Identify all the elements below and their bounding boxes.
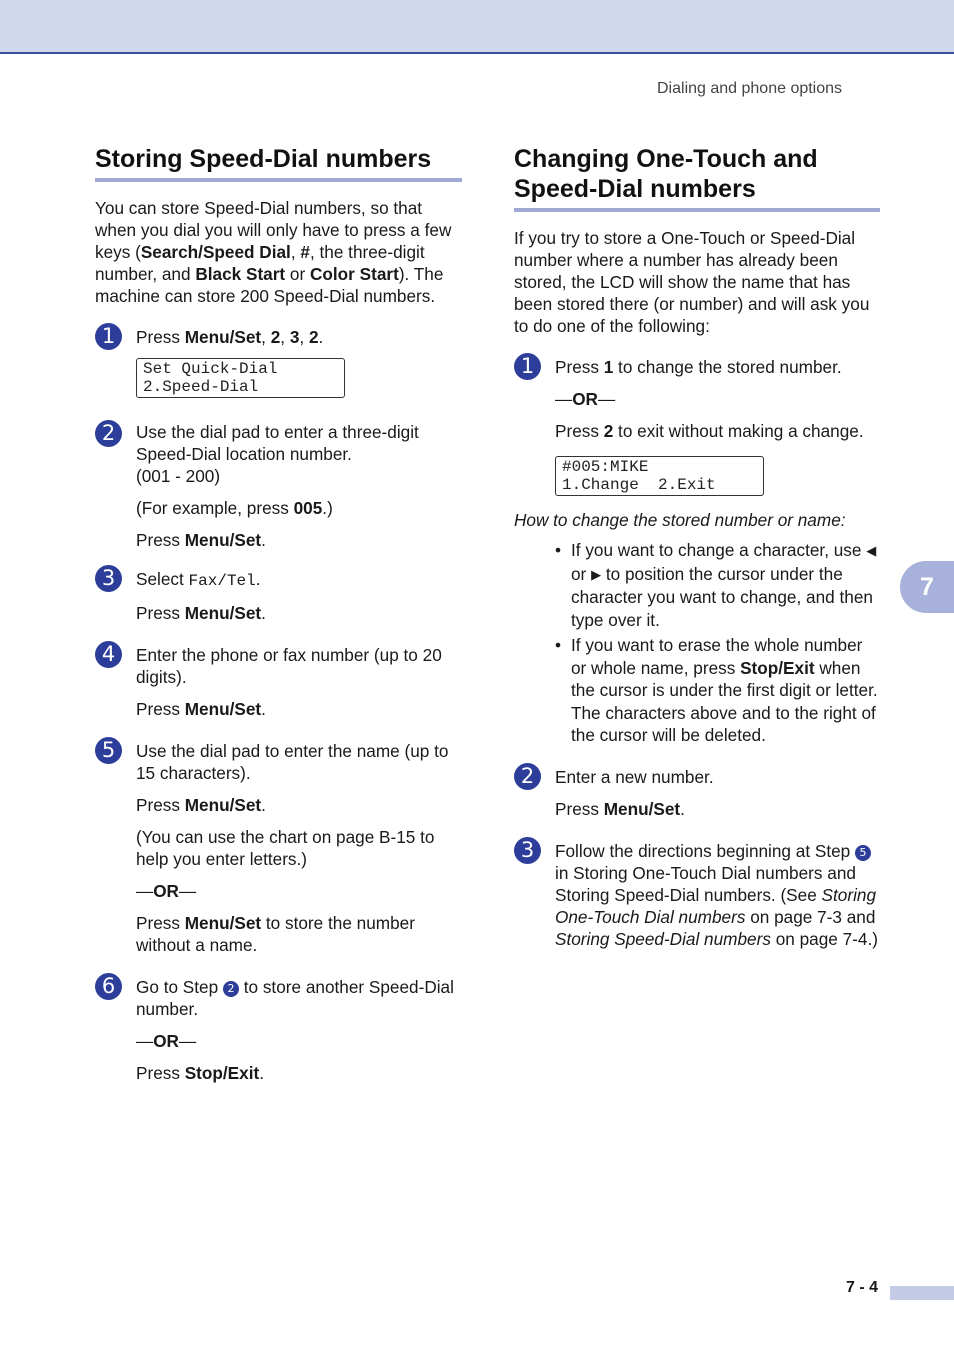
step-press: Press Stop/Exit. bbox=[136, 1063, 264, 1083]
step-press: Press Menu/Set. bbox=[136, 603, 266, 623]
step-text: Follow the directions beginning at Step 5 in Storing One-Touch Dial numbers and Storing Speed-Dial numbers. (See Storing One-Touch Dial numbers on page 7-3 and Storing Speed-Dial numbers on page 7-4.) bbox=[555, 840, 878, 949]
step-text: Enter a new number. bbox=[555, 766, 714, 787]
section-title-storing: Storing Speed-Dial numbers bbox=[95, 144, 462, 182]
step-example: (For example, press 005.) bbox=[136, 498, 333, 518]
step-reference-badge: 5 bbox=[855, 845, 871, 861]
step-alternative: Press 2 to exit without making a change. bbox=[555, 421, 864, 441]
running-title: Dialing and phone options bbox=[657, 80, 843, 97]
step-6 bbox=[95, 973, 462, 1084]
step-press: Press Menu/Set. bbox=[136, 530, 266, 550]
step-1 bbox=[95, 323, 462, 398]
chapter-tab: 7 bbox=[900, 561, 954, 613]
list-item: • If you want to erase the whole number or whole name, press Stop/Exit when the cursor is under the first digit or letter. The characters above and to the right of the cursor will be deleted. bbox=[555, 635, 878, 745]
step-range: (001 - 200) bbox=[136, 466, 221, 486]
intro-paragraph: You can store Speed-Dial numbers, so that when you dial you will only have to press a few keys (Search/Speed Dial, #, the three-digit number, and Black Start or Color Start). The machine can store 200 Speed-Dial numbers. bbox=[95, 198, 452, 306]
step-number-badge: 1 bbox=[95, 323, 122, 350]
list-item: • If you want to change a character, use ◀ or ▶ to position the cursor under the character you want to change, and then type over it. bbox=[555, 540, 877, 630]
lcd-display: Set Quick-Dial 2.Speed-Dial bbox=[136, 358, 345, 398]
step-text: Press Menu/Set, 2, 3, 2. bbox=[136, 327, 324, 347]
step-reference-badge: 2 bbox=[223, 981, 239, 997]
or-separator: —OR— bbox=[555, 389, 616, 409]
step-1 bbox=[514, 353, 880, 496]
right-column bbox=[514, 144, 880, 950]
step-3 bbox=[514, 837, 880, 950]
step-press: Press Menu/Set. bbox=[136, 699, 266, 719]
or-separator: —OR— bbox=[136, 881, 197, 901]
intro-paragraph: If you try to store a One-Touch or Speed-Dial number where a number has already been stored, the LCD will show the name that has been stored there (or number) and will ask you to do one of the following: bbox=[514, 228, 870, 336]
step-5 bbox=[95, 737, 462, 956]
step-number-badge: 3 bbox=[95, 565, 122, 592]
step-number-badge: 3 bbox=[514, 837, 541, 864]
step-number-badge: 5 bbox=[95, 737, 122, 764]
right-arrow-icon: ▶ bbox=[591, 566, 602, 582]
step-number-badge: 2 bbox=[95, 420, 122, 447]
left-column bbox=[95, 144, 462, 1084]
step-alternative: Press Menu/Set to store the number without a name. bbox=[136, 913, 415, 955]
step-2 bbox=[95, 420, 462, 551]
step-text: Enter the phone or fax number (up to 20 digits). bbox=[136, 645, 442, 687]
step-text: Use the dial pad to enter the name (up to 15 characters). bbox=[136, 741, 449, 783]
page-number: 7 - 4 bbox=[846, 1279, 879, 1296]
or-separator: —OR— bbox=[136, 1031, 197, 1051]
footer-bar bbox=[890, 1286, 954, 1300]
step-note: (You can use the chart on page B-15 to help you enter letters.) bbox=[136, 827, 435, 869]
step-number-badge: 6 bbox=[95, 973, 122, 1000]
left-arrow-icon: ◀ bbox=[866, 543, 877, 558]
step-text: Go to Step 2 to store another Speed-Dial number. bbox=[136, 977, 454, 1019]
lcd-display: #005:MIKE 1.Change 2.Exit bbox=[555, 456, 764, 496]
section-title-changing: Changing One-Touch and Speed-Dial numbers bbox=[514, 144, 880, 212]
howto-list bbox=[514, 539, 880, 747]
step-4 bbox=[95, 641, 462, 720]
howto-heading: How to change the stored number or name: bbox=[514, 510, 846, 530]
step-number-badge: 4 bbox=[95, 641, 122, 668]
step-text: Press 1 to change the stored number. bbox=[555, 357, 842, 377]
step-number-badge: 2 bbox=[514, 763, 541, 790]
header-band bbox=[0, 0, 954, 54]
step-3 bbox=[95, 565, 462, 624]
step-press: Press Menu/Set. bbox=[136, 795, 266, 815]
step-number-badge: 1 bbox=[514, 353, 541, 380]
step-2 bbox=[514, 763, 880, 820]
step-press: Press Menu/Set. bbox=[555, 798, 685, 819]
step-text: Use the dial pad to enter a three-digit Speed-Dial location number. bbox=[136, 422, 419, 464]
step-text: Select Fax/Tel. bbox=[136, 569, 261, 590]
